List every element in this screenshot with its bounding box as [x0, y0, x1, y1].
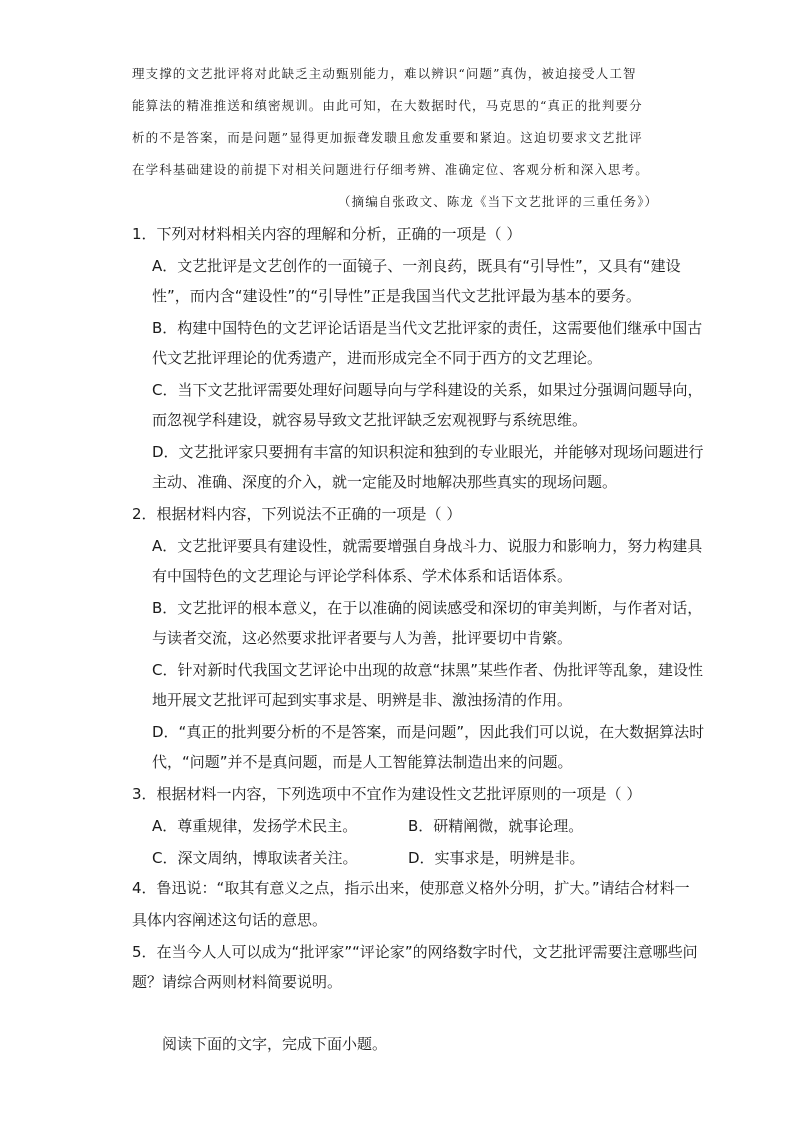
option-d-line-2: 代，“问题”并不是真问题，而是人工智能算法制造出来的问题。 [152, 753, 573, 771]
question-stem: 3．根据材料一内容，下列选项中不宜作为建设性文艺批评原则的一项是（ ） [132, 785, 642, 803]
option-c: C．深文周纳，博取读者关注。 [152, 849, 358, 867]
reading-instruction: 阅读下面的文字，完成下面小题。 [162, 1035, 388, 1053]
option-d: D．实事求是，明辨是非。 [408, 849, 585, 867]
question-stem-line-2: 具体内容阐述这句话的意思。 [132, 911, 328, 929]
option-c-line-1: C．针对新时代我国文艺评论中出现的故意“抹黑”某些作者、伪批评等乱象，建设性 [152, 661, 704, 679]
option-d-line-1: D．“真正的批判要分析的不是答案，而是问题”，因此我们可以说，在大数据算法时 [152, 723, 705, 741]
passage-source: （摘编自张政文、陈龙《当下文艺批评的三重任务》） [338, 194, 659, 209]
option-a-line-2: 有中国特色的文艺理论与评论学科体系、学术体系和话语体系。 [152, 567, 573, 585]
passage-line: 理支撑的文艺批评将对此缺乏主动甄别能力，难以辨识“问题”真伪，被迫接受人工智 [132, 66, 637, 81]
option-a: A．尊重规律，发扬学术民主。 [152, 817, 358, 835]
option-d-line-2: 主动、准确、深度的介入，就一定能及时地解决那些真实的现场问题。 [152, 473, 618, 491]
passage-line: 在学科基础建设的前提下对相关问题进行仔细考辨、准确定位、客观分析和深入思考。 [132, 162, 649, 177]
option-b-line-1: B．文艺批评的根本意义，在于以准确的阅读感受和深切的审美判断，与作者对话， [152, 599, 703, 617]
question-stem-line-2: 题？请综合两则材料简要说明。 [132, 973, 343, 991]
option-c-line-1: C．当下文艺批评需要处理好问题导向与学科建设的关系，如果过分强调问题导向， [152, 381, 703, 399]
passage-line: 能算法的精准推送和缜密规训。由此可知，在大数据时代，马克思的“真正的批判要分 [132, 98, 643, 113]
option-a-line-2: 性”，而内含“建设性”的“引导性”正是我国当代文艺批评最为基本的要务。 [152, 287, 641, 305]
option-b-line-1: B．构建中国特色的文艺评论话语是当代文艺批评家的责任，这需要他们继承中国古 [152, 319, 703, 337]
option-d-line-1: D．文艺批评家只要拥有丰富的知识积淀和独到的专业眼光，并能够对现场问题进行 [152, 443, 704, 461]
passage-line: 析的不是答案，而是问题”显得更加振聋发聩且愈发重要和紧迫。这迫切要求文艺批评 [132, 130, 643, 145]
question-stem: 2．根据材料内容，下列说法不正确的一项是（ ） [132, 505, 462, 523]
option-c-line-2: 而忽视学科建设，就容易导致文艺批评缺乏宏观视野与系统思维。 [152, 411, 588, 429]
option-c-line-2: 地开展文艺批评可起到实事求是、明辨是非、激浊扬清的作用。 [152, 691, 573, 709]
option-b: B．研精阐微，就事论理。 [408, 817, 584, 835]
option-a-line-1: A．文艺批评是文艺创作的一面镜子、一剂良药，既具有“引导性”，又具有“建设 [152, 257, 681, 275]
question-stem-line-1: 4．鲁迅说：“取其有意义之点，指示出来，使那意义格外分明，扩大。”请结合材料一 [132, 879, 690, 897]
option-a-line-1: A．文艺批评要具有建设性，就需要增强自身战斗力、说服力和影响力，努力构建具 [152, 537, 703, 555]
question-stem: 1．下列对材料相关内容的理解和分析，正确的一项是（ ） [132, 225, 522, 243]
option-b-line-2: 代文艺批评理论的优秀遗产，进而形成完全不同于西方的文艺理论。 [152, 349, 603, 367]
option-b-line-2: 与读者交流，这必然要求批评者要与人为善，批评要切中肯綮。 [152, 629, 573, 647]
question-stem-line-1: 5．在当今人人可以成为“批评家”“评论家”的网络数字时代，文艺批评需要注意哪些问 [132, 943, 698, 961]
